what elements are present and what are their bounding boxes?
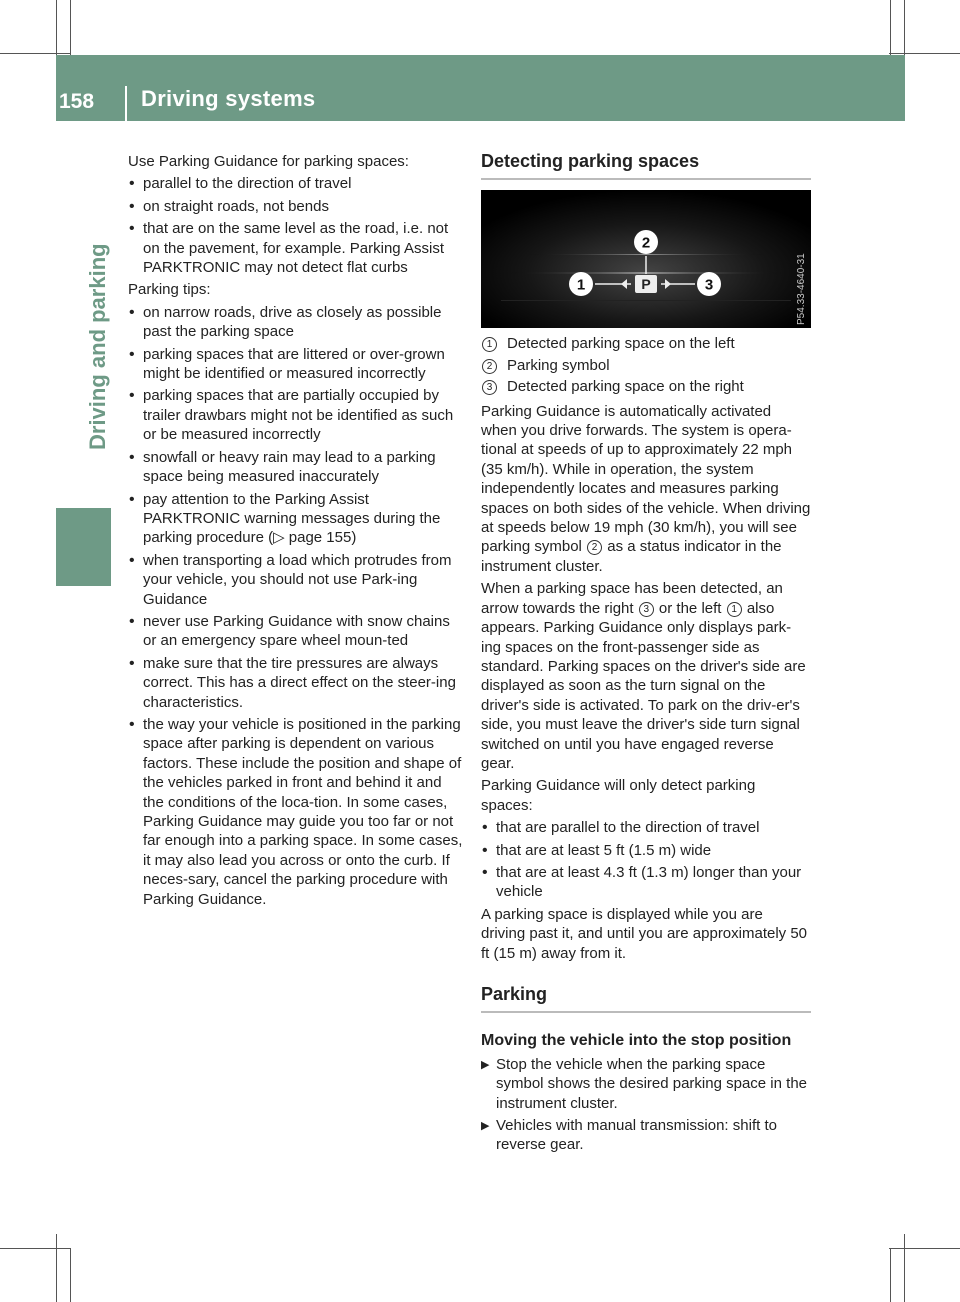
heading-detecting: Detecting parking spaces bbox=[481, 152, 811, 180]
legend-number: 2 bbox=[482, 359, 497, 374]
list-item: • that are at least 4.3 ft (1.3 m) longer than your vehicle bbox=[481, 863, 811, 902]
conditions-list bbox=[128, 174, 463, 277]
inline-ref: 2 bbox=[587, 540, 602, 555]
tips-label: Parking tips: bbox=[128, 281, 211, 299]
header-divider bbox=[125, 86, 127, 121]
subheading-stop-position: Moving the vehicle into the stop position bbox=[481, 1032, 792, 1050]
list-item: • that are on the same level as the road, i.e. not on the pavement, for example. Parking Assist PARKTRONIC may not detect flat curbs bbox=[128, 219, 463, 277]
steps-list bbox=[481, 1055, 811, 1155]
crop-mark bbox=[890, 0, 891, 55]
list-item: • make sure that the tire pressures are always correct. This has a direct effect on the steer-ing characteristics. bbox=[128, 654, 463, 712]
crop-mark bbox=[904, 1234, 905, 1302]
parking-diagram bbox=[481, 190, 811, 328]
marker-3-label: 3 bbox=[704, 276, 714, 294]
side-tab-label: Driving and parking bbox=[85, 243, 110, 450]
legend-text: Parking symbol bbox=[507, 356, 610, 374]
list-item: • the way your vehicle is positioned in the parking space after parking is dependent on various factors. These include the position and shape of the vehicles parked in front and behind it and the conditions of the loca-tion. In some cases, Parking Guidance may guide you too far or not far enough into a parking space. In some cases, it may also lead you across or onto the curb. If neces-sary, cancel the parking procedure with Parking Guidance. bbox=[128, 715, 463, 909]
list-item: • when transporting a load which protrudes from your vehicle, you should not use Park-ing Guidance bbox=[128, 551, 463, 609]
crop-mark bbox=[889, 53, 960, 54]
step-item: ▶ Stop the vehicle when the parking space symbol shows the desired parking space in the instrument cluster. bbox=[481, 1055, 811, 1113]
crop-mark bbox=[56, 1234, 57, 1302]
step-item: ▶ Vehicles with manual transmission: shift to reverse gear. bbox=[481, 1116, 811, 1155]
paragraph-display: A parking space is displayed while you are driving past it, and until you are approximately 50 ft (15 m) away from it. bbox=[481, 905, 808, 962]
marker-2-label: 2 bbox=[641, 234, 651, 252]
crop-mark bbox=[0, 53, 71, 54]
page-number: 158 bbox=[59, 90, 95, 113]
legend-number: 1 bbox=[482, 337, 497, 352]
detect-intro: Parking Guidance will only detect parking spaces: bbox=[481, 777, 756, 814]
legend-item bbox=[481, 356, 811, 375]
list-item: • snowfall or heavy rain may lead to a parking space being measured inaccurately bbox=[128, 448, 463, 487]
parking-symbol-label: P bbox=[641, 276, 651, 293]
list-item: • on narrow roads, drive as closely as possible past the parking space bbox=[128, 303, 463, 342]
crop-mark bbox=[889, 1248, 960, 1249]
list-item: • parking spaces that are partially occupied by trailer drawbars might not be identified as such or be measured incorrectly bbox=[128, 386, 463, 444]
crop-mark bbox=[890, 1248, 891, 1302]
legend-text: Detected parking space on the left bbox=[507, 335, 735, 353]
inline-ref: 3 bbox=[639, 602, 654, 617]
tips-list bbox=[128, 303, 463, 909]
list-item: • that are at least 5 ft (1.5 m) wide bbox=[481, 841, 811, 860]
crop-mark bbox=[70, 0, 71, 55]
left-column bbox=[128, 152, 463, 912]
list-item: • pay attention to the Parking Assist PARKTRONIC warning messages during the parking procedure (▷ page 155) bbox=[128, 490, 463, 548]
heading-parking: Parking bbox=[481, 985, 811, 1013]
list-item: • parallel to the direction of travel bbox=[128, 174, 463, 193]
parking-figure bbox=[481, 190, 811, 328]
figure-code: P54.33-4640-31 bbox=[796, 253, 807, 326]
detect-list bbox=[481, 818, 811, 902]
legend-text: Detected parking space on the right bbox=[507, 378, 744, 396]
side-tab-marker bbox=[56, 508, 111, 586]
list-item: • parking spaces that are littered or over-grown might be identified or measured incorrectly bbox=[128, 345, 463, 384]
list-item: • on straight roads, not bends bbox=[128, 197, 463, 216]
marker-1-label: 1 bbox=[576, 276, 586, 294]
list-item: • that are parallel to the direction of travel bbox=[481, 818, 811, 837]
right-column bbox=[481, 152, 811, 1158]
section-title: Driving systems bbox=[141, 86, 316, 111]
paragraph-detection: When a parking space has been detected, an arrow towards the right 3 or the left 1 also appears. Parking Guidance only displays park-ing spaces on the front-passenger side as standard. Parking spaces on the driver's side are displayed as soon as the turn signal on the driver's side is activated. To park on the driv-er's side, you must leave the driver's side turn signal switched on until you have engaged reverse gear. bbox=[481, 580, 806, 772]
crop-mark bbox=[0, 1248, 71, 1249]
legend-number: 3 bbox=[482, 380, 497, 395]
crop-mark bbox=[70, 1248, 71, 1302]
list-item: • never use Parking Guidance with snow chains or an emergency spare wheel moun-ted bbox=[128, 612, 463, 651]
intro-text: Use Parking Guidance for parking spaces: bbox=[128, 153, 409, 170]
legend-item bbox=[481, 377, 811, 396]
inline-ref: 1 bbox=[727, 602, 742, 617]
paragraph-activation: Parking Guidance is automatically activated when you drive forwards. The system is opera-tional at speeds of up to approximately 22 mph (35 km/h). While in operation, the system independently locates and measures parking spaces on both sides of the vehicle. When driving at speeds below 19 mph (30 km/h), you will see parking symbol 2 as a status indicator in the instrument cluster. bbox=[481, 402, 811, 575]
legend-item bbox=[481, 334, 811, 353]
